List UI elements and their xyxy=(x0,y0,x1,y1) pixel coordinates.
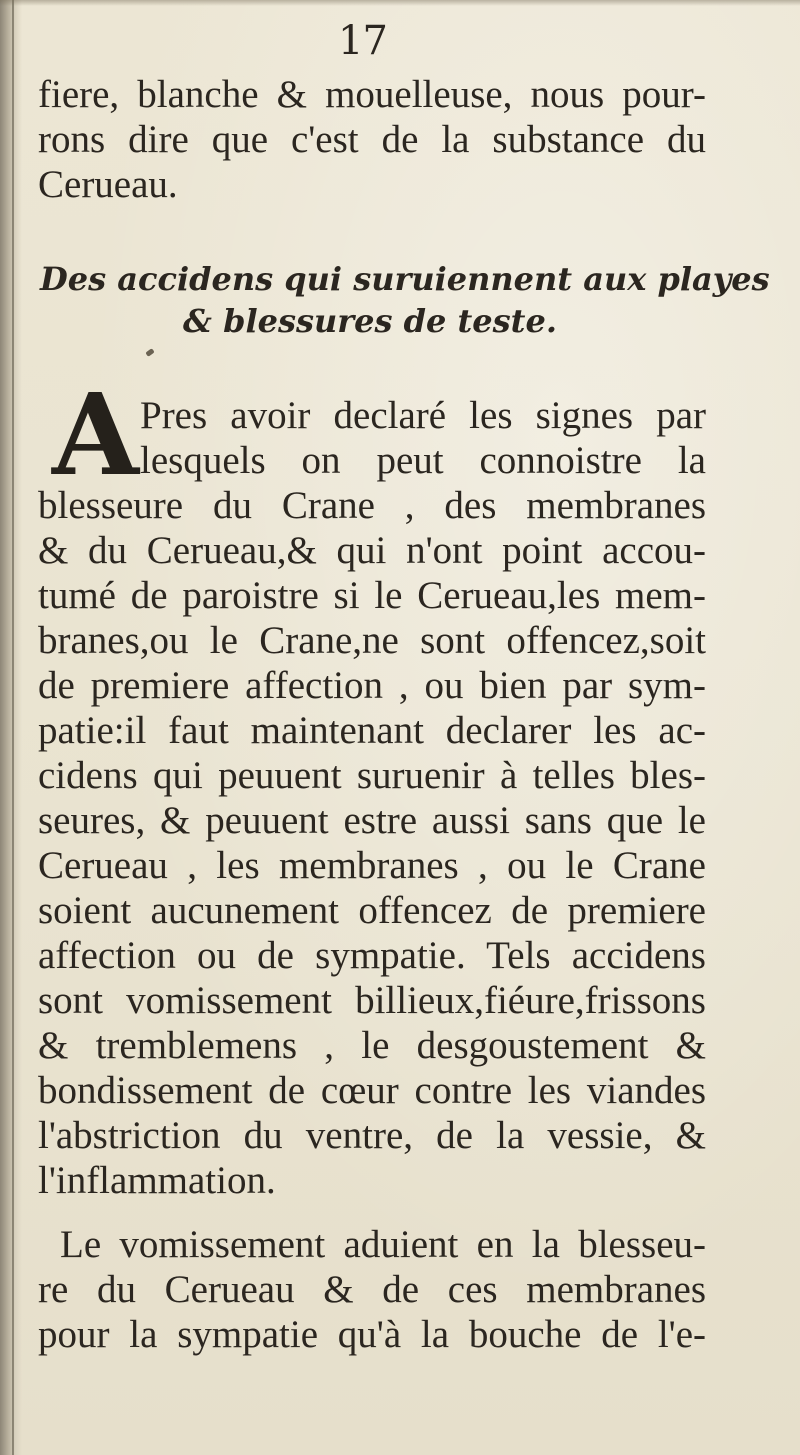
text-line: patie:il faut maintenant declarer les ac- xyxy=(38,709,706,752)
text-line: Pres avoir declaré les signes par xyxy=(140,394,706,437)
text-line: blesseure du Crane , des membranes xyxy=(38,484,706,527)
text-line: tumé de paroistre si le Cerueau,les mem- xyxy=(38,574,706,617)
text-line: & du Cerueau,& qui n'ont point accou- xyxy=(38,529,706,572)
text-line: l'abstriction du ventre, de la vessie, & xyxy=(38,1114,706,1157)
binding-line xyxy=(12,0,14,1455)
text-line: Cerueau , les membranes , ou le Crane xyxy=(38,844,706,887)
paragraph-body xyxy=(38,483,706,1203)
text-line: cidens qui peuuent suruenir à telles bles- xyxy=(38,754,706,797)
ink-mark xyxy=(145,348,154,357)
text-line: Le vomissement aduient en la blesseu- xyxy=(60,1223,706,1266)
text-line: Cerueau. xyxy=(38,163,178,206)
heading-line: & blessures de teste. xyxy=(183,302,557,340)
intro-paragraph xyxy=(38,72,706,207)
text-line: l'inflammation. xyxy=(38,1159,276,1202)
text-line: fiere, blanche & mouelleuse, nous pour- xyxy=(38,73,706,116)
binding-edge xyxy=(0,0,22,1455)
text-line: bondissement de cœur contre les viandes xyxy=(38,1069,706,1112)
text-line: pour la sympatie qu'à la bouche de l'e- xyxy=(38,1313,706,1356)
page-top-edge xyxy=(0,0,800,6)
text-line: sont vomissement billieux,fiéure,frissons xyxy=(38,979,706,1022)
text-line: de premiere affection , ou bien par sym- xyxy=(38,664,706,707)
section-heading xyxy=(40,258,770,342)
paragraph-second xyxy=(38,1222,706,1357)
text-line: soient aucunement offencez de premiere xyxy=(38,889,706,932)
text-line: lesquels on peut connoistre la xyxy=(140,439,706,482)
drop-cap: A xyxy=(52,370,139,501)
text-line: re du Cerueau & de ces membranes xyxy=(38,1268,706,1311)
text-line: branes,ou le Crane,ne sont offencez,soit xyxy=(38,619,706,662)
text-line: & tremblemens , le desgoustement & xyxy=(38,1024,706,1067)
page-number: 17 xyxy=(338,18,387,64)
heading-line: Des accidens qui suruiennent aux playes xyxy=(40,260,770,298)
paragraph-opening-lines xyxy=(140,393,706,483)
text-line: seures, & peuuent estre aussi sans que le xyxy=(38,799,706,842)
text-line: affection ou de sympatie. Tels accidens xyxy=(38,934,706,977)
text-line: rons dire que c'est de la substance du xyxy=(38,118,706,161)
